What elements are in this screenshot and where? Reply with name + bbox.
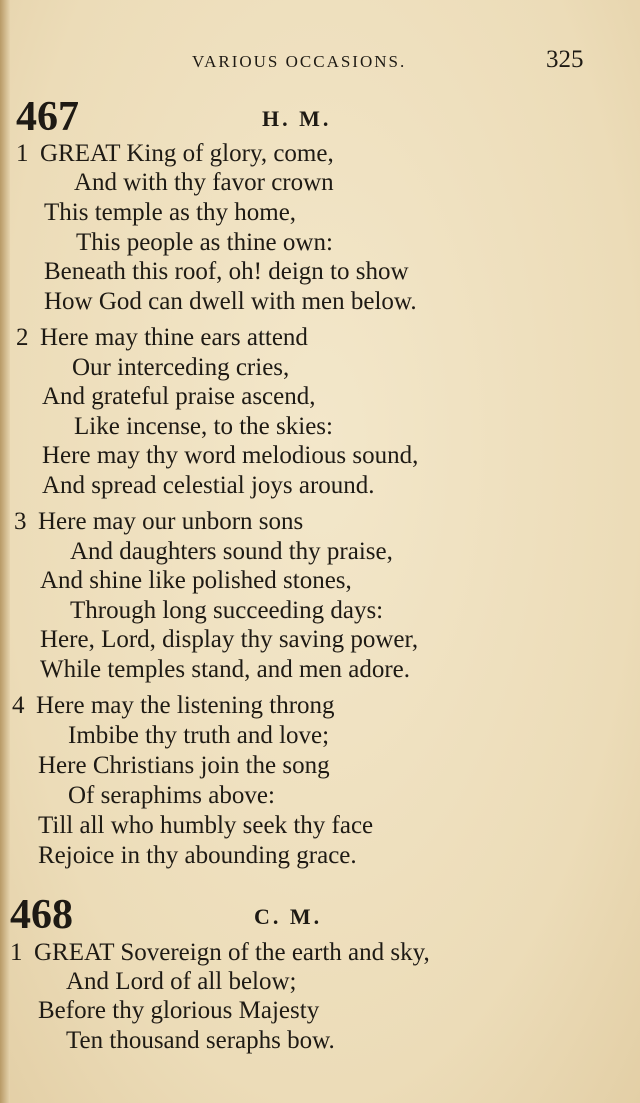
verse-line: Of seraphims above: [68,782,275,809]
verse-line [16,141,334,166]
hymn-meter: C. M. [254,904,323,929]
verse-line: Our interceding cries, [72,354,290,381]
verse-line: Rejoice in thy abounding grace. [38,842,357,869]
verse-line: And daughters sound thy praise, [70,538,393,565]
verse-text: Here may the listening throng [36,692,335,719]
page-edge-shadow [0,0,10,1103]
verse-line [10,940,430,965]
hymn-number: 467 [16,94,79,140]
verse-line: Here may thy word melodious sound, [42,442,419,469]
verse-line: Ten thousand seraphs bow. [66,1027,335,1054]
verse-text: Here may our unborn sons [38,508,304,535]
verse-line [14,509,303,534]
verse-line [12,693,335,718]
verse-number: 1 [16,140,29,167]
verse-line: And Lord of all below; [66,968,297,995]
verse-number: 2 [16,324,29,351]
verse-line: And spread celestial joys around. [42,472,375,499]
verse-line: And with thy favor crown [74,169,334,196]
hymn-number: 468 [10,892,73,938]
verse-line: And shine like polished stones, [40,567,352,594]
hymn-meter: H. M. [262,106,332,131]
verse-line: Before thy glorious Majesty [38,997,320,1024]
verse-line: This temple as thy home, [44,199,297,226]
verse-line: Here, Lord, display thy saving power, [40,626,419,653]
page-number: 325 [546,46,584,73]
verse-number: 1 [10,939,23,966]
verse-line: This people as thine own: [76,229,333,256]
verse-line: How God can dwell with men below. [44,288,417,315]
running-head: VARIOUS OCCASIONS. [192,52,407,71]
verse-line: Beneath this roof, oh! deign to show [44,258,409,285]
verse-line: Here Christians join the song [38,752,330,779]
verse-line: Through long succeeding days: [70,597,384,624]
verse-text: GREAT King of glory, come, [40,140,334,167]
verse-line: Imbibe thy truth and love; [68,722,330,749]
verse-line: And grateful praise ascend, [42,383,316,410]
verse-text: GREAT Sovereign of the earth and sky, [34,939,430,966]
verse-line: While temples stand, and men adore. [40,656,411,683]
verse-line: Like incense, to the skies: [74,413,333,440]
verse-line [16,325,308,350]
verse-line: Till all who humbly seek thy face [38,812,374,839]
verse-number: 3 [14,508,27,535]
verse-text: Here may thine ears attend [40,324,308,351]
verse-number: 4 [12,692,25,719]
